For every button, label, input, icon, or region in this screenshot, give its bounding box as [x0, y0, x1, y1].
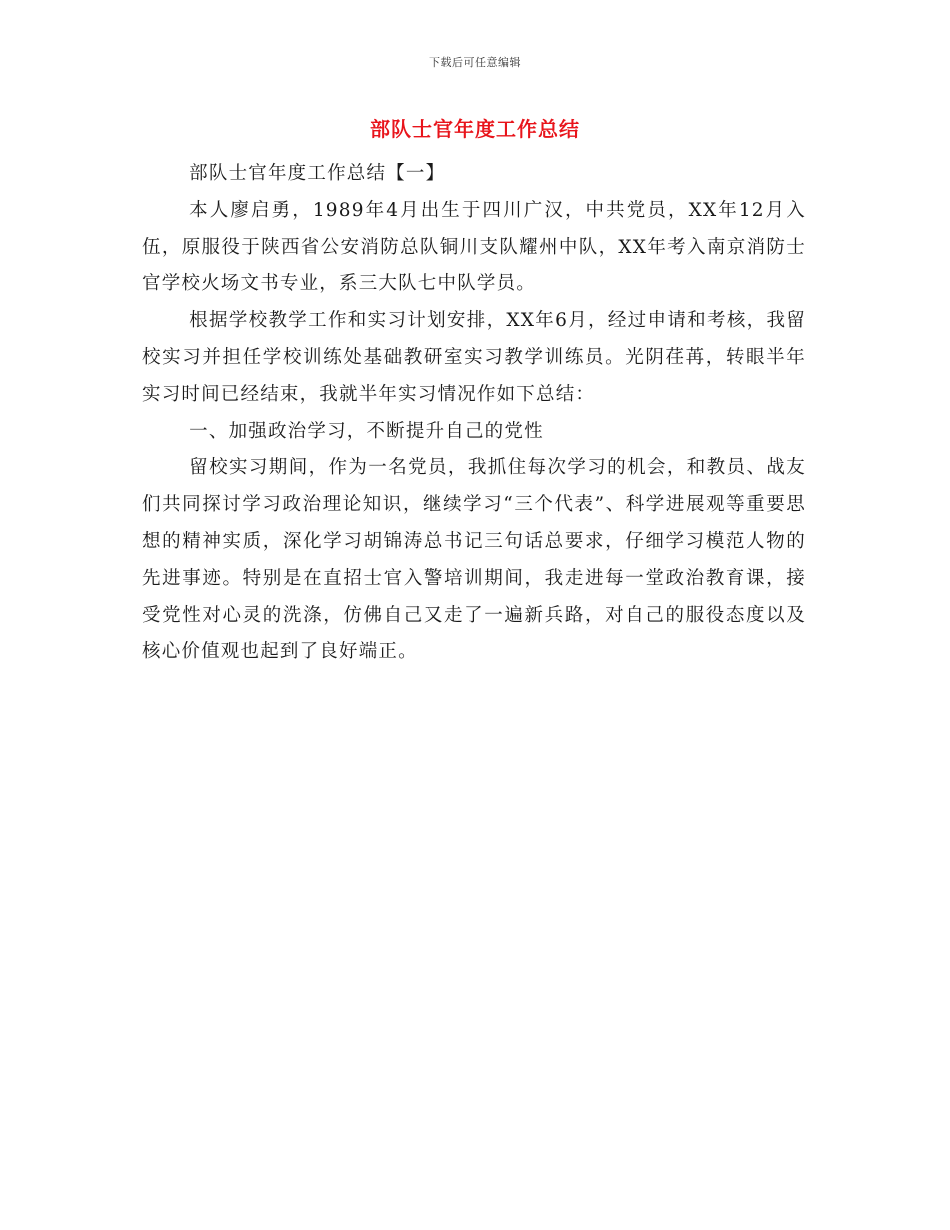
header-note: 下载后可任意编辑 [429, 56, 521, 69]
section-heading: 部队士官年度工作总结【一】 [189, 163, 446, 184]
subsection-heading: 一、加强政治学习，不断提升自己的党性 [189, 420, 544, 442]
paragraph-intro: 本人廖启勇，1989年4月出生于四川广汉，中共党员，XX年12月入伍，原服役于陕西省公安消防总队铜川支队耀州中队，XX年考入南京消防士官学校火场文书专业，系三大队七中队学员。 [142, 199, 806, 295]
paragraph-internship: 根据学校教学工作和实习计划安排，XX年6月，经过申请和考核，我留校实习并担任学校训练处基础教研室实习教学训练员。光阴荏苒，转眼半年实习时间已经结束，我就半年实习情况作如下总结： [142, 310, 806, 405]
document-body [142, 156, 806, 671]
document-title: 部队士官年度工作总结 [370, 117, 580, 141]
paragraph-political-study: 留校实习期间，作为一名党员，我抓住每次学习的机会，和教员、战友们共同探讨学习政治理论知识，继续学习“三个代表”、科学进展观等重要思想的精神实质，深化学习胡锦涛总书记三句话总要求，仔细学习模范人物的先进事迹。特别是在直招士官入警培训期间，我走进每一堂政治教育课，接受党性对心灵的洗涤，仿佛自己又走了一遍新兵路，对自己的服役态度以及核心价值观也起到了良好端正。 [142, 457, 806, 663]
